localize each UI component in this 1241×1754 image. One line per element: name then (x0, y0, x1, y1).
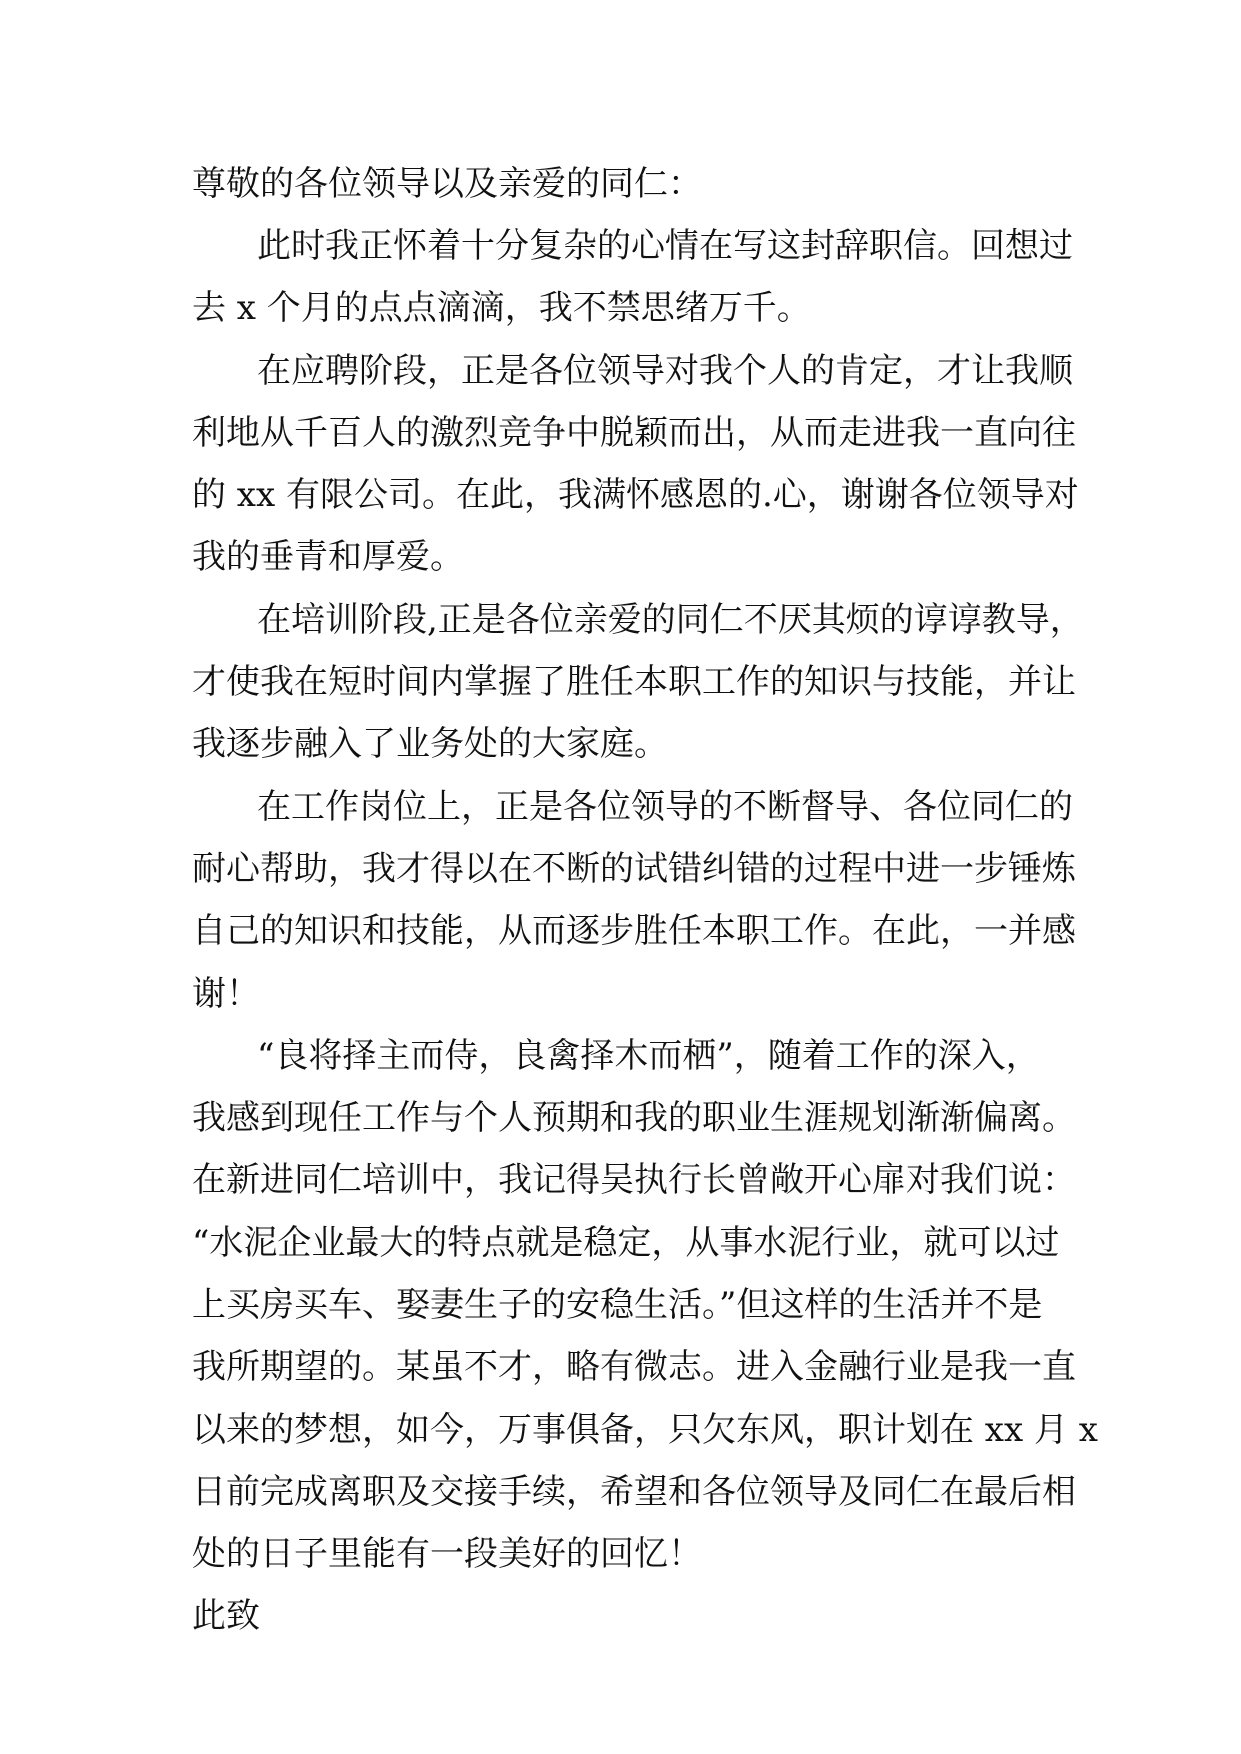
paragraph-line: 我所期望的。某虽不才，略有微志。进入金融行业是我一直 (192, 1347, 1076, 1387)
paragraph-line: 在新进同仁培训中，我记得吴执行长曾敞开心扉对我们说： (192, 1160, 1076, 1200)
salutation: 尊敬的各位领导以及亲爱的同仁： (192, 164, 702, 204)
paragraph-line: 利地从千百人的激烈竞争中脱颖而出，从而走进我一直向往 (192, 413, 1076, 453)
paragraph-line: 以来的梦想，如今，万事俱备，只欠东风，职计划在 xx 月 x (192, 1410, 1098, 1450)
closing: 此致 (192, 1596, 260, 1636)
paragraph-line: 我感到现任工作与个人预期和我的职业生涯规划渐渐偏离。 (192, 1098, 1076, 1138)
paragraph-line: 处的日子里能有一段美好的回忆！ (192, 1534, 702, 1574)
paragraph-line: 耐心帮助，我才得以在不断的试错纠错的过程中进一步锤炼 (192, 849, 1076, 889)
paragraph-line: 谢！ (192, 974, 260, 1014)
paragraph-line: 上买房买车、娶妻生子的安稳生活。”但这样的生活并不是 (192, 1285, 1043, 1325)
paragraph-line: 在应聘阶段，正是各位领导对我个人的肯定，才让我顺 (257, 351, 1073, 391)
paragraph-line: 此时我正怀着十分复杂的心情在写这封辞职信。回想过 (257, 226, 1073, 266)
paragraph-line: 在培训阶段,正是各位亲爱的同仁不厌其烦的谆谆教导， (257, 600, 1084, 640)
paragraph-line: 自己的知识和技能，从而逐步胜任本职工作。在此，一并感 (192, 911, 1076, 951)
paragraph-line: 在工作岗位上，正是各位领导的不断督导、各位同仁的 (257, 787, 1073, 827)
paragraph-line: 才使我在短时间内掌握了胜任本职工作的知识与技能，并让 (192, 662, 1076, 702)
paragraph-line: 我逐步融入了业务处的大家庭。 (192, 724, 668, 764)
paragraph-line: 去 x 个月的点点滴滴，我不禁思绪万千。 (192, 288, 811, 328)
paragraph-line: 的 xx 有限公司。在此，我满怀感恩的.心，谢谢各位领导对 (192, 475, 1079, 515)
paragraph-line: “水泥企业最大的特点就是稳定，从事水泥行业，就可以过 (192, 1223, 1060, 1263)
paragraph-line: “良将择主而侍，良禽择木而栖”，随着工作的深入， (257, 1036, 1040, 1076)
paragraph-line: 我的垂青和厚爱。 (192, 537, 464, 577)
paragraph-line: 日前完成离职及交接手续，希望和各位领导及同仁在最后相 (192, 1472, 1076, 1512)
